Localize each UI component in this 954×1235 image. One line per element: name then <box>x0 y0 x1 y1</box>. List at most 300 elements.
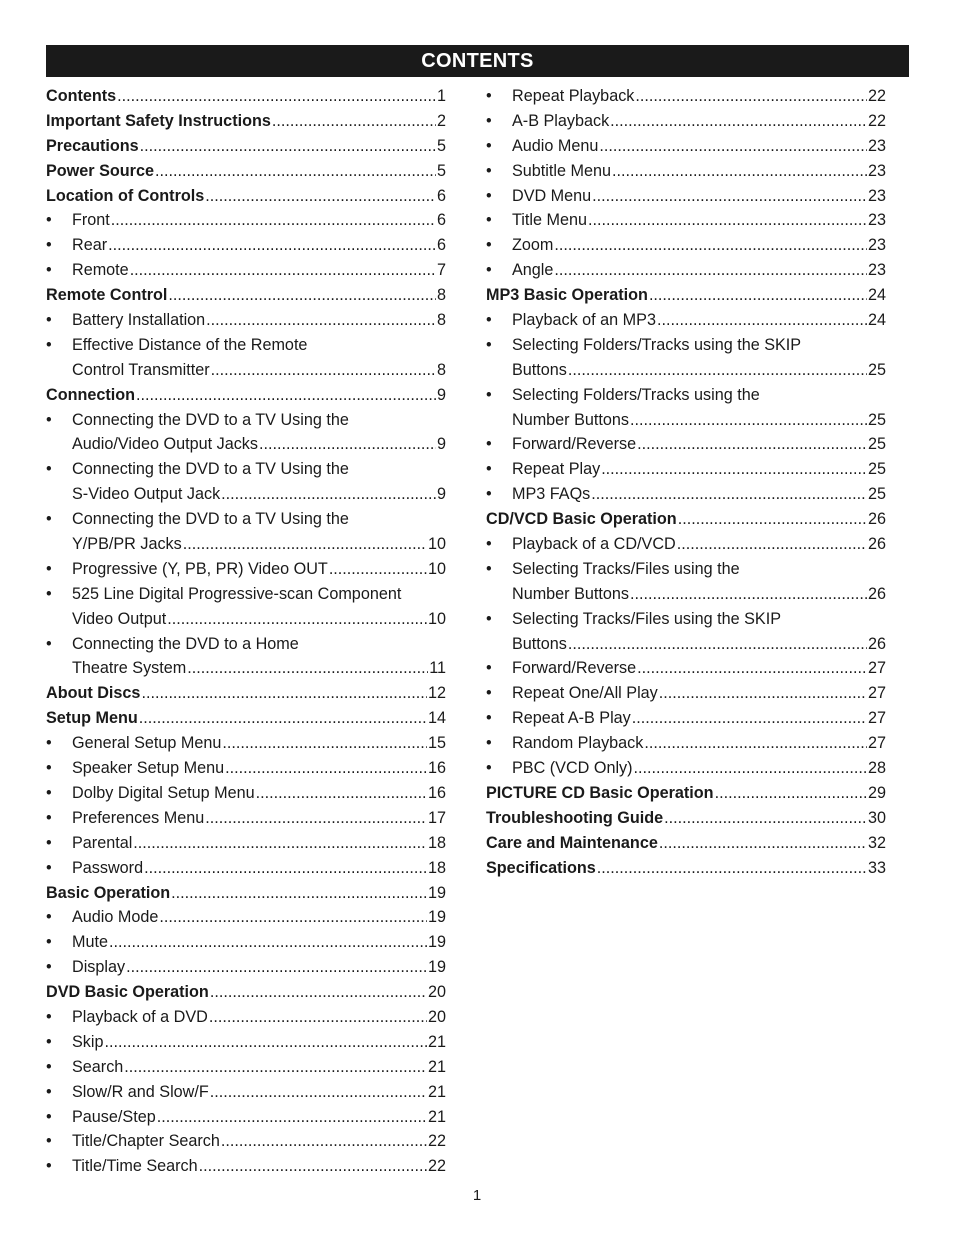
toc-entry-text: About Discs <box>46 684 141 703</box>
toc-page-number: 23 <box>867 236 886 255</box>
toc-subentry <box>486 308 886 333</box>
dot-leader <box>221 482 436 507</box>
page-title: CONTENTS <box>421 49 534 72</box>
toc-line <box>486 408 886 433</box>
toc-page-number: 9 <box>436 435 446 454</box>
toc-line <box>486 831 886 856</box>
toc-line <box>46 1105 446 1130</box>
toc-entry-text: • Selecting Folders/Tracks using the SKIP <box>512 335 802 354</box>
toc-subentry <box>46 408 446 458</box>
toc-line <box>46 1080 446 1105</box>
toc-page-number: 26 <box>867 584 886 603</box>
toc-section-entry <box>46 706 446 731</box>
toc-entry-text: • Mute <box>72 933 108 952</box>
toc-line <box>486 383 886 408</box>
toc-page-number: 26 <box>867 634 886 653</box>
toc-page-number: 25 <box>867 485 886 504</box>
dot-leader <box>157 1105 427 1130</box>
toc-page-number: 27 <box>867 659 886 678</box>
page-number: 1 <box>472 1187 482 1204</box>
toc-entry-text: • Connecting the DVD to a TV Using the <box>72 460 349 479</box>
dot-leader <box>133 831 427 856</box>
toc-section-entry <box>46 84 446 109</box>
toc-page-number: 9 <box>436 385 446 404</box>
toc-page-number: 19 <box>427 933 446 952</box>
toc-page-number: 8 <box>436 311 446 330</box>
toc-subentry <box>486 557 886 607</box>
toc-line <box>46 233 446 258</box>
toc-subentry <box>46 856 446 881</box>
toc-line <box>486 656 886 681</box>
toc-line <box>46 781 446 806</box>
toc-subentry <box>46 1080 446 1105</box>
toc-line <box>486 84 886 109</box>
toc-entry-text: • Selecting Folders/Tracks using the <box>512 385 760 404</box>
toc-subentry <box>486 731 886 756</box>
toc-subentry <box>486 383 886 433</box>
dot-leader <box>649 283 867 308</box>
toc-page-number: 20 <box>427 1007 446 1026</box>
toc-entry-text: PICTURE CD Basic Operation <box>486 783 714 802</box>
toc-entry-text: • Progressive (Y, PB, PR) Video OUT <box>72 559 328 578</box>
dot-leader <box>209 1005 427 1030</box>
toc-line <box>486 632 886 657</box>
toc-page-number: 27 <box>867 684 886 703</box>
toc-entry-text: Precautions <box>46 136 139 155</box>
toc-page-number: 23 <box>867 211 886 230</box>
toc-subentry <box>486 681 886 706</box>
toc-page-number: 19 <box>427 958 446 977</box>
toc-entry-text: • Password <box>72 858 144 877</box>
toc-line <box>486 159 886 184</box>
dot-leader <box>108 233 436 258</box>
toc-entry-text: Number Buttons <box>512 410 629 429</box>
toc-subentry <box>46 1154 446 1179</box>
toc-entry-text: Troubleshooting Guide <box>486 808 664 827</box>
toc-entry-text: Y/PB/PR Jacks <box>72 535 182 554</box>
toc-page-number: 24 <box>867 311 886 330</box>
dot-leader <box>635 84 867 109</box>
toc-line <box>486 308 886 333</box>
toc-left-column <box>46 84 446 1179</box>
toc-entry-text: Care and Maintenance <box>486 833 658 852</box>
toc-line <box>486 258 886 283</box>
toc-subentry <box>486 432 886 457</box>
toc-page-number: 23 <box>867 261 886 280</box>
toc-subentry <box>486 656 886 681</box>
dot-leader <box>210 1080 427 1105</box>
toc-entry-text: • DVD Menu <box>512 186 592 205</box>
toc-entry-text: • Playback of a DVD <box>72 1007 208 1026</box>
toc-page-number: 22 <box>427 1132 446 1151</box>
dot-leader <box>141 681 427 706</box>
dot-leader <box>256 781 427 806</box>
toc-entry-text: Buttons <box>512 634 567 653</box>
dot-leader <box>167 607 427 632</box>
toc-subentry <box>46 1055 446 1080</box>
toc-subentry <box>46 1005 446 1030</box>
toc-entry-text: Audio/Video Output Jacks <box>72 435 258 454</box>
toc-page-number: 22 <box>427 1157 446 1176</box>
toc-section-entry <box>486 856 886 881</box>
toc-line <box>486 109 886 134</box>
toc-section-entry <box>46 881 446 906</box>
toc-page-number: 18 <box>427 858 446 877</box>
toc-entry-text: • Angle <box>512 261 554 280</box>
toc-entry-text: Important Safety Instructions <box>46 111 271 130</box>
toc-entry-text: Video Output <box>72 609 167 628</box>
toc-subentry <box>486 756 886 781</box>
dot-leader <box>554 258 867 283</box>
toc-page-number: 23 <box>867 161 886 180</box>
toc-section-entry <box>46 159 446 184</box>
toc-line <box>46 432 446 457</box>
toc-subentry <box>486 184 886 209</box>
dot-leader <box>592 184 867 209</box>
toc-page-number: 8 <box>436 286 446 305</box>
dot-leader <box>105 1030 427 1055</box>
toc-page-number: 26 <box>867 535 886 554</box>
toc-entry-text: • Battery Installation <box>72 311 206 330</box>
toc-page-number: 21 <box>427 1082 446 1101</box>
toc-subentry <box>46 731 446 756</box>
dot-leader <box>205 806 427 831</box>
dot-leader <box>664 806 867 831</box>
toc-page-number: 10 <box>427 535 446 554</box>
toc-entry-text: CD/VCD Basic Operation <box>486 510 677 529</box>
toc-entry-text: • Repeat One/All Play <box>512 684 658 703</box>
toc-line <box>486 457 886 482</box>
toc-page-number: 27 <box>867 734 886 753</box>
toc-subentry <box>46 208 446 233</box>
toc-line <box>486 333 886 358</box>
toc-line <box>46 383 446 408</box>
toc-page-number: 10 <box>427 609 446 628</box>
dot-leader <box>111 208 436 233</box>
toc-line <box>486 781 886 806</box>
toc-entry-text: S-Video Output Jack <box>72 485 221 504</box>
toc-subentry <box>46 582 446 632</box>
toc-line <box>46 408 446 433</box>
toc-entry-text: DVD Basic Operation <box>46 983 209 1002</box>
dot-leader <box>126 955 427 980</box>
toc-subentry <box>486 607 886 657</box>
toc-subentry <box>46 806 446 831</box>
toc-page-number: 5 <box>436 161 446 180</box>
toc-page-number: 21 <box>427 1032 446 1051</box>
dot-leader <box>205 184 436 209</box>
toc-page-number: 11 <box>429 659 446 678</box>
toc-entry-text: Basic Operation <box>46 883 171 902</box>
toc-line <box>46 905 446 930</box>
toc-line <box>486 756 886 781</box>
toc-subentry <box>486 333 886 383</box>
toc-section-entry <box>46 184 446 209</box>
toc-line <box>46 930 446 955</box>
dot-leader <box>715 781 867 806</box>
toc-line <box>46 109 446 134</box>
toc-line <box>486 432 886 457</box>
toc-right-column <box>486 84 886 881</box>
toc-line <box>486 507 886 532</box>
toc-section-entry <box>46 383 446 408</box>
dot-leader <box>599 134 867 159</box>
toc-line <box>46 856 446 881</box>
toc-entry-text: • Preferences Menu <box>72 808 205 827</box>
toc-page-number: 8 <box>436 360 446 379</box>
toc-line <box>46 706 446 731</box>
toc-entry-text: • A-B Playback <box>512 111 610 130</box>
dot-leader <box>109 930 427 955</box>
toc-subentry <box>46 557 446 582</box>
dot-leader <box>329 557 427 582</box>
toc-subentry <box>486 208 886 233</box>
toc-entry-text: • Dolby Digital Setup Menu <box>72 783 255 802</box>
dot-leader <box>211 358 436 383</box>
toc-subentry <box>46 308 446 333</box>
toc-entry-text: • Connecting the DVD to a Home <box>72 634 299 653</box>
toc-page-number: 23 <box>867 186 886 205</box>
toc-page-number: 16 <box>427 759 446 778</box>
dot-leader <box>206 308 436 333</box>
toc-page-number: 21 <box>427 1057 446 1076</box>
dot-leader <box>225 756 427 781</box>
toc-line <box>486 532 886 557</box>
toc-subentry <box>486 706 886 731</box>
toc-subentry <box>486 233 886 258</box>
toc-entry-text: • Pause/Step <box>72 1107 156 1126</box>
toc-subentry <box>46 457 446 507</box>
toc-entry-text: Specifications <box>486 858 596 877</box>
toc-page-number: 28 <box>867 759 886 778</box>
toc-entry-text: Control Transmitter <box>72 360 210 379</box>
dot-leader <box>659 831 867 856</box>
dot-leader <box>644 731 867 756</box>
toc-page-number: 30 <box>867 808 886 827</box>
toc-subentry <box>46 333 446 383</box>
toc-page-number: 7 <box>436 261 446 280</box>
toc-line <box>486 706 886 731</box>
toc-entry-text: • Parental <box>72 833 133 852</box>
toc-line <box>486 731 886 756</box>
toc-line <box>46 582 446 607</box>
toc-page-number: 32 <box>867 833 886 852</box>
toc-entry-text: • Connecting the DVD to a TV Using the <box>72 410 349 429</box>
toc-entry-text: • Title/Time Search <box>72 1157 198 1176</box>
toc-line <box>46 184 446 209</box>
toc-page-number: 14 <box>427 709 446 728</box>
toc-section-entry <box>486 507 886 532</box>
toc-line <box>46 1154 446 1179</box>
toc-page-number: 6 <box>436 211 446 230</box>
toc-line <box>46 806 446 831</box>
toc-subentry <box>486 159 886 184</box>
toc-entry-text: Theatre System <box>72 659 187 678</box>
toc-subentry <box>46 1105 446 1130</box>
toc-line <box>486 806 886 831</box>
toc-line <box>46 308 446 333</box>
toc-subentry <box>46 831 446 856</box>
toc-page-number: 33 <box>867 858 886 877</box>
toc-page-number: 25 <box>867 435 886 454</box>
toc-page-number: 23 <box>867 136 886 155</box>
toc-page-number: 2 <box>436 111 446 130</box>
toc-line <box>46 482 446 507</box>
toc-entry-text: • Effective Distance of the Remote <box>72 335 308 354</box>
toc-subentry <box>46 233 446 258</box>
toc-page-number: 19 <box>427 883 446 902</box>
toc-entry-text: • Remote <box>72 261 129 280</box>
toc-page-number: 16 <box>427 783 446 802</box>
dot-leader <box>554 233 867 258</box>
toc-subentry <box>46 781 446 806</box>
dot-leader <box>124 1055 427 1080</box>
dot-leader <box>568 358 867 383</box>
toc-entry-text: Buttons <box>512 360 567 379</box>
dot-leader <box>136 383 436 408</box>
toc-entry-text: Remote Control <box>46 286 168 305</box>
dot-leader <box>637 656 867 681</box>
toc-subentry <box>486 258 886 283</box>
toc-entry-text: • PBC (VCD Only) <box>512 759 633 778</box>
toc-entry-text: • 525 Line Digital Progressive-scan Component <box>72 584 402 603</box>
toc-page-number: 15 <box>427 734 446 753</box>
toc-line <box>46 881 446 906</box>
dot-leader <box>630 582 867 607</box>
toc-line <box>486 233 886 258</box>
toc-line <box>46 980 446 1005</box>
toc-line <box>486 607 886 632</box>
toc-entry-text: • Playback of an MP3 <box>512 311 656 330</box>
toc-section-entry <box>46 681 446 706</box>
toc-entry-text: MP3 Basic Operation <box>486 286 648 305</box>
dot-leader <box>637 432 867 457</box>
toc-entry-text: • Front <box>72 211 110 230</box>
toc-line <box>486 557 886 582</box>
toc-page-number: 26 <box>867 510 886 529</box>
toc-line <box>486 681 886 706</box>
toc-page-number: 25 <box>867 360 886 379</box>
toc-line <box>46 1005 446 1030</box>
dot-leader <box>187 656 428 681</box>
toc-section-entry <box>46 109 446 134</box>
toc-subentry <box>46 955 446 980</box>
toc-line <box>46 607 446 632</box>
toc-entry-text: • Audio Menu <box>512 136 599 155</box>
toc-subentry <box>486 84 886 109</box>
toc-line <box>46 831 446 856</box>
toc-entry-text: Location of Controls <box>46 186 205 205</box>
toc-subentry <box>486 109 886 134</box>
toc-page-number: 6 <box>436 186 446 205</box>
toc-entry-text: • Zoom <box>512 236 554 255</box>
toc-entry-text: • MP3 FAQs <box>512 485 591 504</box>
dot-leader <box>591 482 867 507</box>
toc-page-number: 12 <box>427 684 446 703</box>
toc-line <box>46 134 446 159</box>
toc-entry-text: • Connecting the DVD to a TV Using the <box>72 510 349 529</box>
toc-subentry <box>486 482 886 507</box>
dot-leader <box>144 856 427 881</box>
toc-entry-text: • Search <box>72 1057 124 1076</box>
toc-subentry <box>46 258 446 283</box>
toc-section-entry <box>486 806 886 831</box>
toc-entry-text: • Random Playback <box>512 734 644 753</box>
dot-leader <box>568 632 867 657</box>
toc-line <box>486 582 886 607</box>
dot-leader <box>601 457 867 482</box>
toc-page-number: 24 <box>867 286 886 305</box>
dot-leader <box>210 980 427 1005</box>
toc-entry-text: • Selecting Tracks/Files using the SKIP <box>512 609 782 628</box>
toc-line <box>46 84 446 109</box>
toc-page-number: 25 <box>867 460 886 479</box>
toc-subentry <box>46 1030 446 1055</box>
toc-subentry <box>46 1129 446 1154</box>
toc-line <box>46 457 446 482</box>
toc-entry-text: • Title Menu <box>512 211 587 230</box>
toc-page-number: 9 <box>436 485 446 504</box>
toc-entry-text: • Forward/Reverse <box>512 435 637 454</box>
dot-leader <box>168 283 436 308</box>
toc-page-number: 19 <box>427 908 446 927</box>
toc-page-number: 5 <box>436 136 446 155</box>
toc-line <box>46 159 446 184</box>
dot-leader <box>632 706 867 731</box>
toc-entry-text: • Repeat Play <box>512 460 601 479</box>
dot-leader <box>657 308 867 333</box>
toc-section-entry <box>486 283 886 308</box>
toc-line <box>46 557 446 582</box>
dot-leader <box>677 532 867 557</box>
dot-leader <box>183 532 427 557</box>
toc-entry-text: • Repeat A-B Play <box>512 709 631 728</box>
dot-leader <box>634 756 867 781</box>
dot-leader <box>155 159 436 184</box>
toc-subentry <box>46 905 446 930</box>
toc-subentry <box>486 457 886 482</box>
dot-leader <box>272 109 436 134</box>
toc-page-number: 10 <box>427 559 446 578</box>
toc-entry-text: • Title/Chapter Search <box>72 1132 220 1151</box>
toc-entry-text: • Slow/R and Slow/F <box>72 1082 209 1101</box>
toc-entry-text: Setup Menu <box>46 709 138 728</box>
toc-page-number: 27 <box>867 709 886 728</box>
toc-page-number: 22 <box>867 111 886 130</box>
toc-section-entry <box>486 781 886 806</box>
dot-leader <box>199 1154 427 1179</box>
toc-line <box>46 731 446 756</box>
dot-leader <box>117 84 436 109</box>
toc-entry-text: • Speaker Setup Menu <box>72 759 225 778</box>
toc-line <box>46 632 446 657</box>
toc-section-entry <box>486 831 886 856</box>
dot-leader <box>610 109 867 134</box>
toc-page-number: 22 <box>867 87 886 105</box>
toc-line <box>486 358 886 383</box>
toc-entry-text: • Audio Mode <box>72 908 159 927</box>
dot-leader <box>222 731 427 756</box>
toc-line <box>46 1129 446 1154</box>
toc-entry-text: Connection <box>46 385 136 404</box>
toc-line <box>486 134 886 159</box>
dot-leader <box>612 159 867 184</box>
toc-section-entry <box>46 980 446 1005</box>
toc-entry-text: • Selecting Tracks/Files using the <box>512 559 740 578</box>
toc-page-number: 18 <box>427 833 446 852</box>
toc-section-entry <box>46 283 446 308</box>
dot-leader <box>678 507 867 532</box>
